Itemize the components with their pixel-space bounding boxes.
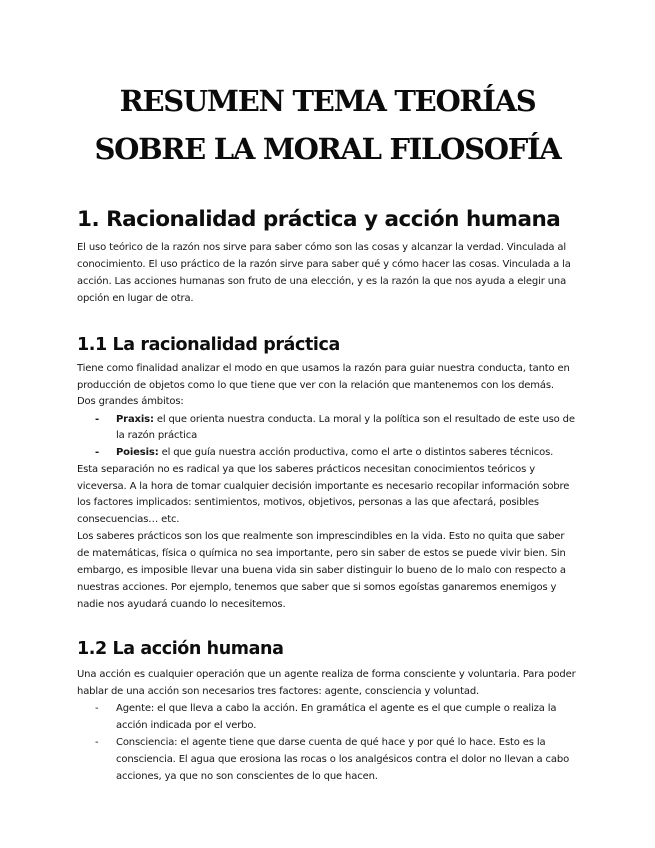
document-title-line-2: SOBRE LA MORAL FILOSOFÍA [94,132,561,166]
section-1-paragraph-line: opción en lugar de otra. [77,293,194,304]
section-1-1-intro-line: producción de objetos como lo que tiene que ver con la relación que mantenemos con los demás. [77,380,554,391]
bullet-marker: - [95,414,100,425]
praxis-definition: el que orienta nuestra conducta. La moral y la política son el resultado de este uso de [153,414,575,425]
bullet-marker: - [95,447,100,458]
bullet-item-consciencia: Consciencia: el agente tiene que darse cuenta de qué hace y por qué lo hace. Esto es la [116,737,546,748]
bullet-marker: - [95,703,99,714]
bullet-item-praxis [116,412,575,427]
bullet-continuation: acciones, ya que no son conscientes de lo que hacen. [116,771,378,782]
section-1-paragraph-line: conocimiento. El uso práctico de la razón sirve para saber qué y cómo hacer las cosas. Vinculada a la [77,259,571,270]
section-1-1-paragraph-line: viceversa. A la hora de tomar cualquier decisión importante es necesario recopilar información sobre [77,481,570,492]
section-1-heading: 1. Racionalidad práctica y acción humana [77,207,561,232]
section-1-1-paragraph-line: nadie nos ayudará cuando lo necesitemos. [77,599,286,610]
section-1-1-intro-line: Tiene como finalidad analizar el modo en que usamos la razón para guiar nuestra conducta, tanto en [77,363,570,374]
section-1-1-paragraph-line: Los saberes prácticos son los que realmente son imprescindibles en la vida. Esto no quita que saber [77,531,565,542]
bullet-continuation: consciencia. El agua que erosiona las rocas o los analgésicos contra el dolor no llevan a cabo [116,754,570,765]
section-1-1-heading: 1.1 La racionalidad práctica [77,335,340,355]
term-poiesis: Poiesis: [116,447,159,458]
section-1-1-intro-line: Dos grandes ámbitos: [77,396,184,407]
section-1-paragraph-line: El uso teórico de la razón nos sirve para saber cómo son las cosas y alcanzar la verdad. Vinculada al [77,242,567,253]
section-1-1-paragraph-line: nuestras acciones. Por ejemplo, tenemos que saber que si somos egoístas ganaremos enemigos y [77,582,557,593]
term-praxis: Praxis: [116,414,154,425]
bullet-continuation: la razón práctica [116,430,198,441]
section-1-1-paragraph-line: consecuencias… etc. [77,514,180,525]
bullet-continuation: acción indicada por el verbo. [116,720,257,731]
section-1-1-paragraph-line: embargo, es imposible llevar una buena vida sin saber distinguir lo bueno de lo malo con respecto a [77,565,566,576]
bullet-marker: - [95,737,99,748]
bullet-item-poiesis [116,445,553,460]
section-1-2-intro-line: Una acción es cualquier operación que un agente realiza de forma consciente y voluntaria. Para poder [77,669,576,680]
bullet-item-agente: Agente: el que lleva a cabo la acción. En gramática el agente es el que cumple o realiza la [116,703,557,714]
section-1-2-heading: 1.2 La acción humana [77,639,284,659]
document-title-line-1: RESUMEN TEMA TEORÍAS [119,84,536,118]
section-1-1-paragraph-line: Esta separación no es radical ya que los saberes prácticos necesitan conocimientos teóricos y [77,464,535,475]
section-1-1-paragraph-line: de matemáticas, física o química no sea importante, pero sin saber de estos se puede vivir bien. Sin [77,548,566,559]
section-1-2-intro-line: hablar de una acción son necesarios tres factores: agente, consciencia y voluntad. [77,686,480,697]
section-1-paragraph-line: acción. Las acciones humanas son fruto de una elección, y es la razón la que nos ayuda a elegir una [77,276,567,287]
section-1-1-paragraph-line: los factores implicados: sentimientos, motivos, objetivos, personas a las que afectará, posibles [77,497,539,508]
poiesis-definition: el que guía nuestra acción productiva, como el arte o distintos saberes técnicos. [158,447,554,458]
